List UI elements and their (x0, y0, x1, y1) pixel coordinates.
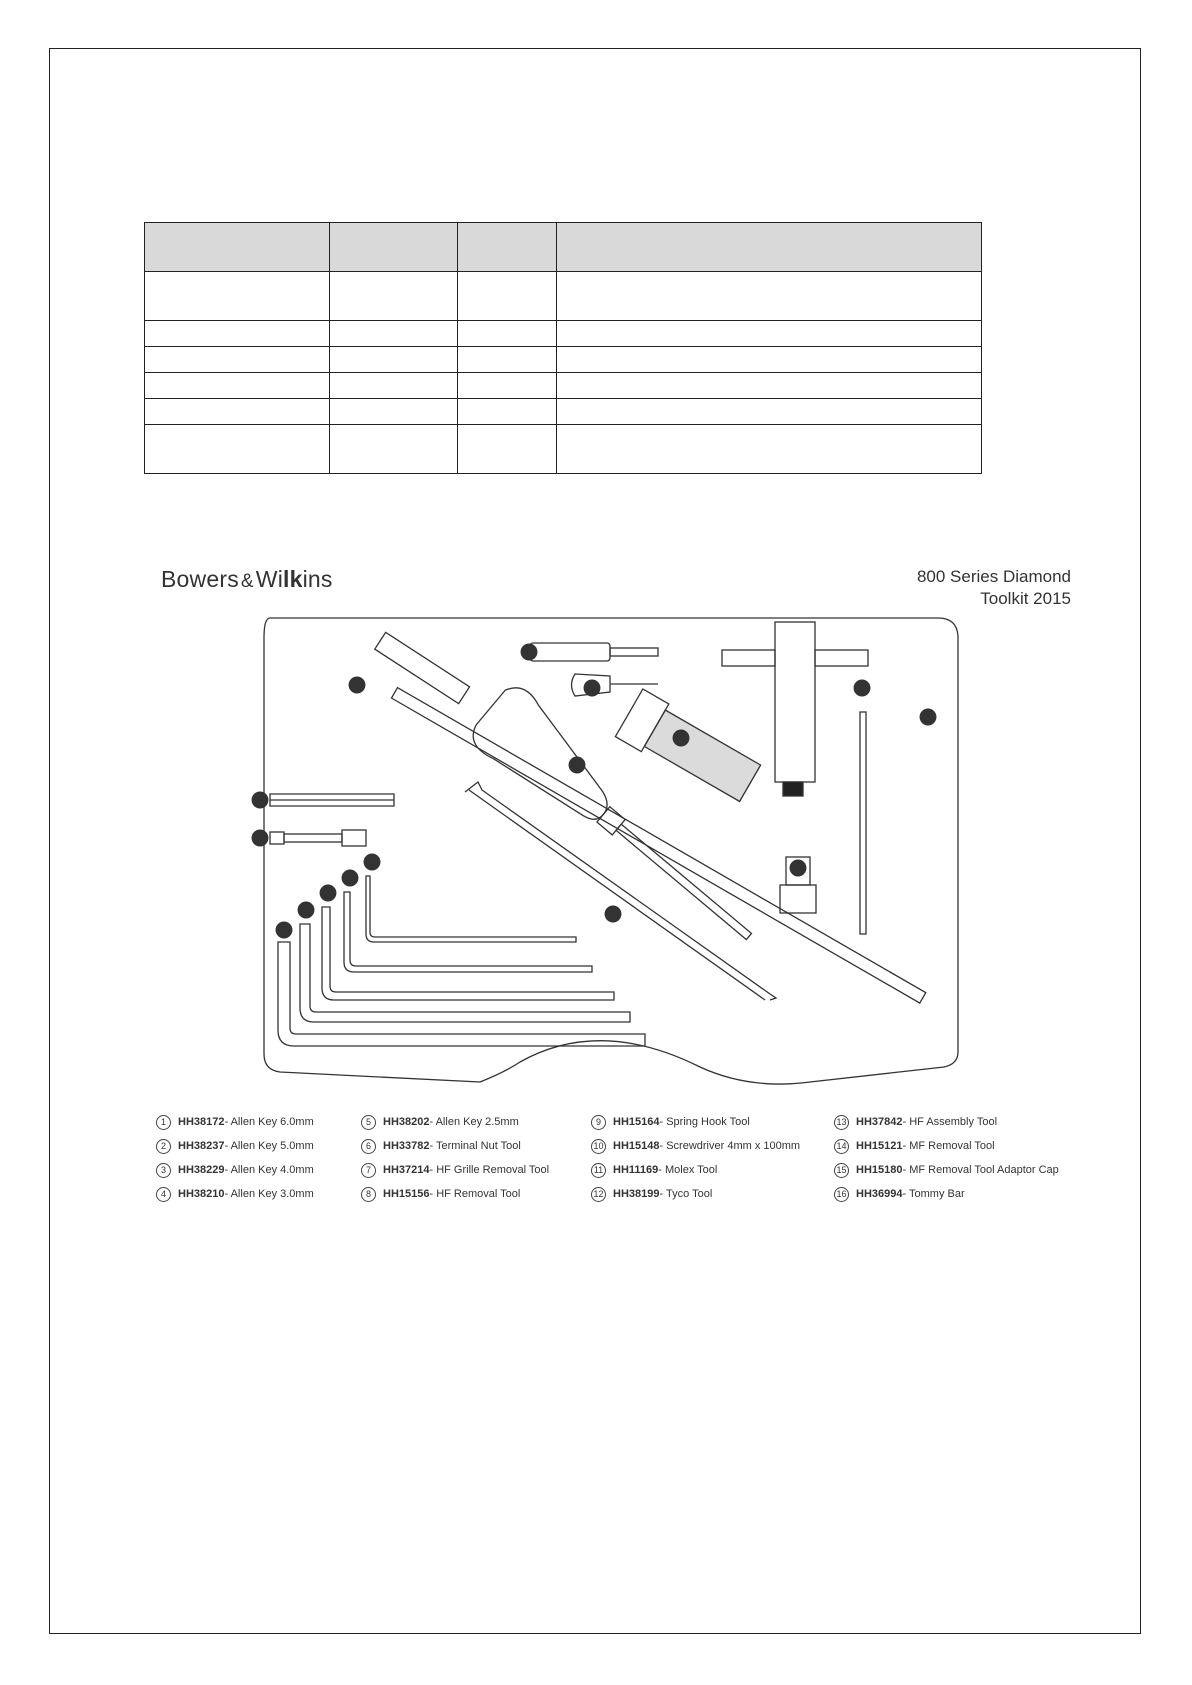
brand-logo-part: Bowers (161, 566, 239, 592)
legend-number: 2 (156, 1139, 171, 1154)
callout-10 (569, 757, 585, 773)
table-cell (458, 272, 557, 321)
legend-column (834, 1110, 1059, 1206)
legend-number: 3 (156, 1163, 171, 1178)
legend-code: HH37214 (383, 1164, 430, 1176)
callout-2 (298, 902, 314, 918)
table-cell (557, 272, 982, 321)
legend-code: HH11169 (613, 1164, 659, 1176)
toolkit-title (917, 566, 1071, 610)
callout-3 (320, 885, 336, 901)
table-row (145, 321, 982, 347)
table-header-cell (330, 223, 458, 272)
legend-code: HH38237 (178, 1140, 225, 1152)
legend-desc: - Allen Key 5.0mm (224, 1140, 314, 1152)
table-cell (330, 321, 458, 347)
brand-logo (161, 566, 333, 593)
legend-number: 8 (361, 1187, 376, 1202)
svg-text:13: 13 (675, 733, 687, 743)
legend-code: HH38210 (178, 1188, 225, 1200)
legend-desc: - Molex Tool (658, 1164, 718, 1176)
legend-code: HH38229 (178, 1164, 225, 1176)
legend-code: HH15164 (613, 1116, 660, 1128)
legend-desc: - Allen Key 6.0mm (224, 1116, 314, 1128)
table-cell (330, 399, 458, 425)
table-row (145, 425, 982, 474)
svg-text:1: 1 (281, 925, 287, 935)
legend-number: 13 (834, 1115, 849, 1130)
legend-code: HH15180 (856, 1164, 903, 1176)
svg-text:7: 7 (257, 795, 263, 805)
table-cell (330, 347, 458, 373)
table-cell (145, 272, 330, 321)
tool-14-mf-removal-tool (775, 622, 815, 782)
table-cell (557, 399, 982, 425)
legend-item (156, 1110, 314, 1134)
svg-text:9: 9 (610, 909, 616, 919)
toolkit-title-line: 800 Series Diamond (916, 567, 1071, 586)
toolkit-tray-diagram (250, 612, 970, 1092)
table-cell (458, 399, 557, 425)
toolkit-title-line: Toolkit 2015 (980, 589, 1071, 608)
legend-number: 12 (591, 1187, 606, 1202)
table-cell (458, 373, 557, 399)
brand-logo-part: Wi (255, 566, 283, 592)
tool-16-tommy-bar (860, 712, 866, 934)
legend-code: HH33782 (383, 1140, 430, 1152)
tool-4-allen-key-3mm (344, 892, 592, 972)
svg-text:10: 10 (571, 760, 583, 770)
table-cell (458, 347, 557, 373)
legend-number: 14 (834, 1139, 849, 1154)
legend-code: HH15156 (383, 1188, 430, 1200)
legend-code: HH36994 (856, 1188, 903, 1200)
table-cell (458, 321, 557, 347)
table-cell (145, 399, 330, 425)
svg-text:5: 5 (369, 857, 375, 867)
tool-11-molex-tool (530, 643, 610, 661)
legend-code: HH37842 (856, 1116, 903, 1128)
legend-item (591, 1158, 800, 1182)
svg-text:4: 4 (347, 873, 353, 883)
table-cell (330, 425, 458, 474)
tool-7-hf-grille-removal-tool (270, 794, 394, 806)
brand-logo-part: ins (302, 566, 333, 592)
tool-10-screwdriver (465, 680, 778, 960)
legend-number: 1 (156, 1115, 171, 1130)
table-header-cell (145, 223, 330, 272)
legend-item (834, 1134, 1059, 1158)
legend-desc: - Tyco Tool (659, 1188, 713, 1200)
tool-9-spring-hook-tool (465, 782, 776, 1000)
callout-13 (673, 730, 689, 746)
legend-desc: - Tommy Bar (902, 1188, 965, 1200)
legend-number: 7 (361, 1163, 376, 1178)
legend-number: 9 (591, 1115, 606, 1130)
callout-4 (342, 870, 358, 886)
svg-text:16: 16 (922, 712, 934, 722)
legend-number: 15 (834, 1163, 849, 1178)
parts-table (144, 222, 982, 474)
table-cell (330, 373, 458, 399)
legend-code: HH15121 (856, 1140, 903, 1152)
callout-16 (920, 709, 936, 725)
table-cell (557, 425, 982, 474)
tool-13-hf-assembly-tool (615, 689, 764, 807)
table-cell (557, 347, 982, 373)
svg-text:12: 12 (586, 683, 598, 693)
legend-item (156, 1182, 314, 1206)
table-header-cell (458, 223, 557, 272)
table-row (145, 399, 982, 425)
legend-desc: - Screwdriver 4mm x 100mm (659, 1140, 801, 1152)
legend-number: 5 (361, 1115, 376, 1130)
legend-item (834, 1110, 1059, 1134)
svg-text:2: 2 (303, 905, 309, 915)
table-cell (145, 425, 330, 474)
legend-item (361, 1110, 549, 1134)
table-row (145, 373, 982, 399)
table-cell (458, 425, 557, 474)
svg-text:3: 3 (325, 888, 331, 898)
svg-text:8: 8 (354, 680, 360, 690)
legend-code: HH38202 (383, 1116, 430, 1128)
callout-1 (276, 922, 292, 938)
legend-column (361, 1110, 549, 1206)
legend-item (591, 1110, 800, 1134)
tool-1-allen-key-6mm (278, 942, 645, 1046)
callout-8 (349, 677, 365, 693)
table-cell (145, 321, 330, 347)
legend-desc: - Terminal Nut Tool (429, 1140, 521, 1152)
table-cell (145, 373, 330, 399)
legend-code: HH38199 (613, 1188, 660, 1200)
callout-15 (790, 860, 806, 876)
legend-desc: - HF Assembly Tool (902, 1116, 998, 1128)
brand-logo-amp: & (240, 571, 254, 592)
legend-number: 6 (361, 1139, 376, 1154)
svg-text:6: 6 (257, 833, 263, 843)
table-cell (557, 321, 982, 347)
table-header-row (145, 223, 982, 272)
svg-text:15: 15 (792, 863, 804, 873)
brand-logo-part: lk (283, 566, 303, 592)
legend-desc: - Allen Key 4.0mm (224, 1164, 314, 1176)
legend-item (361, 1158, 549, 1182)
tool-8-hf-removal-tool (375, 632, 470, 703)
legend-item (834, 1182, 1059, 1206)
legend-item (591, 1134, 800, 1158)
table-row (145, 347, 982, 373)
legend-item (361, 1182, 549, 1206)
callout-11 (521, 644, 537, 660)
legend-desc: - Allen Key 2.5mm (429, 1116, 519, 1128)
legend-desc: - Allen Key 3.0mm (224, 1188, 314, 1200)
callout-12 (584, 680, 600, 696)
legend-desc: - HF Grille Removal Tool (429, 1164, 550, 1176)
legend-desc: - MF Removal Tool (902, 1140, 995, 1152)
legend-code: HH15148 (613, 1140, 660, 1152)
callout-5 (364, 854, 380, 870)
callout-14 (854, 680, 870, 696)
legend-code: HH38172 (178, 1116, 225, 1128)
legend-number: 10 (591, 1139, 606, 1154)
legend-number: 16 (834, 1187, 849, 1202)
table-row (145, 272, 982, 321)
legend-desc: - MF Removal Tool Adaptor Cap (902, 1164, 1059, 1176)
tool-5-allen-key-2-5mm (366, 876, 576, 942)
legend-item (156, 1158, 314, 1182)
table-header-cell (557, 223, 982, 272)
table-cell (330, 272, 458, 321)
table-cell (557, 373, 982, 399)
svg-text:11: 11 (524, 647, 534, 657)
legend-item (156, 1134, 314, 1158)
callout-6 (252, 830, 268, 846)
legend-number: 11 (591, 1163, 606, 1178)
callout-9 (605, 906, 621, 922)
legend-desc: - HF Removal Tool (429, 1188, 521, 1200)
legend-item (361, 1134, 549, 1158)
table-cell (145, 347, 330, 373)
legend-number: 4 (156, 1187, 171, 1202)
tool-6-terminal-nut-tool (270, 832, 284, 844)
legend-column (156, 1110, 314, 1206)
legend-item (834, 1158, 1059, 1182)
svg-text:14: 14 (856, 683, 868, 693)
legend-item (591, 1182, 800, 1206)
callout-7 (252, 792, 268, 808)
legend-column (591, 1110, 800, 1206)
legend-desc: - Spring Hook Tool (659, 1116, 750, 1128)
